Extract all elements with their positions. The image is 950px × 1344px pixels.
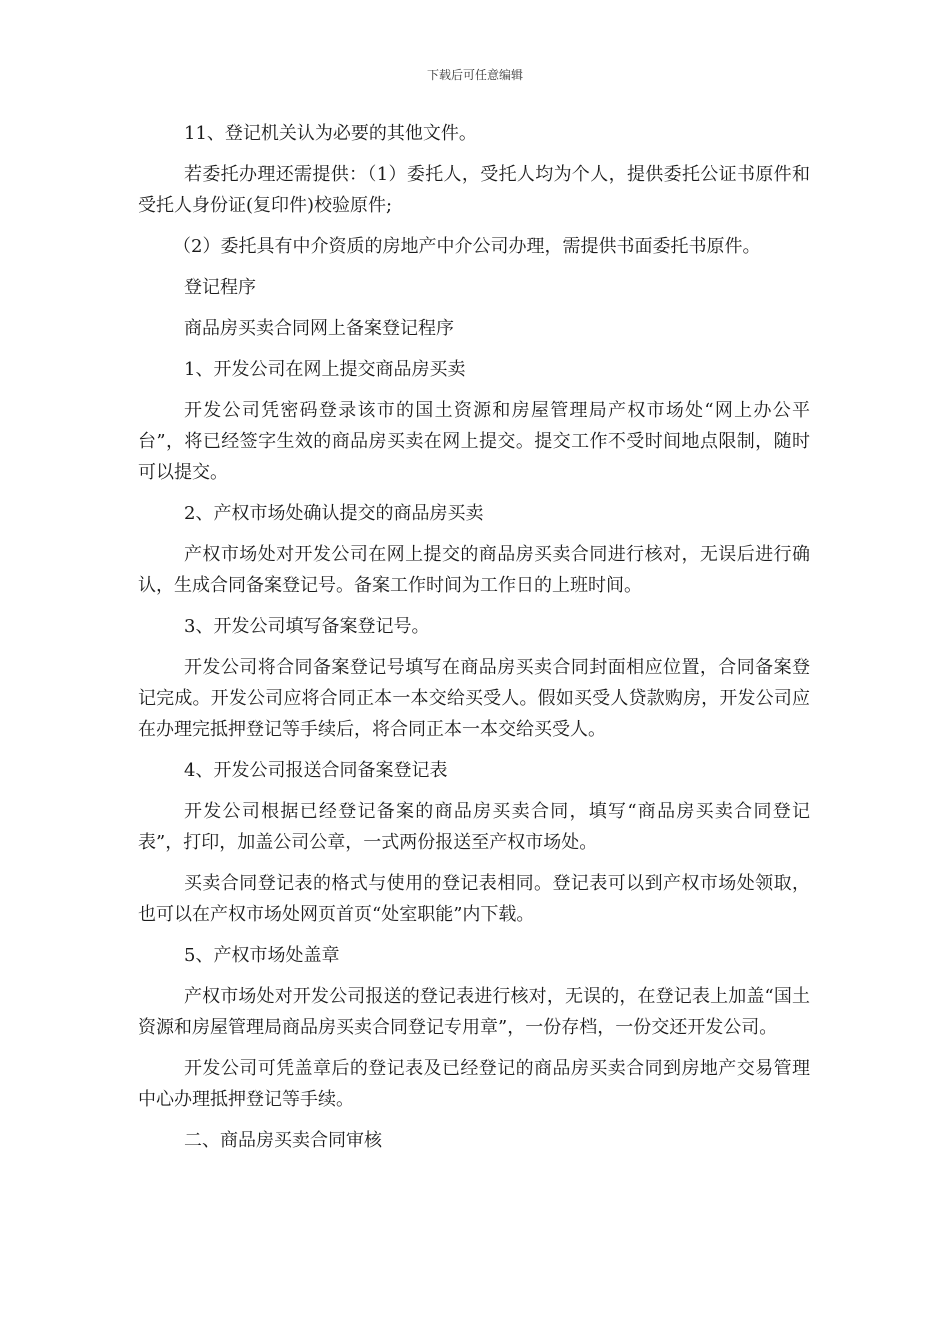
step-4-body: 开发公司根据已经登记备案的商品房买卖合同，填写“商品房买卖合同登记表”，打印，加盖公司公章，一式两份报送至产权市场处。 (138, 801, 810, 853)
document-body (138, 118, 810, 1166)
paragraph-entrust-agency: （2）委托具有中介资质的房地产中介公司办理，需提供书面委托书原件。 (173, 236, 761, 257)
paragraph-item-11: 11、登记机关认为必要的其他文件。 (184, 123, 477, 144)
step-5-followup: 开发公司可凭盖章后的登记表及已经登记的商品房买卖合同到房地产交易管理中心办理抵押登记等手续。 (138, 1058, 810, 1110)
step-4-form-note: 买卖合同登记表的格式与使用的登记表相同。登记表可以到产权市场处领取，也可以在产权市场处网页首页“处室职能”内下载。 (138, 873, 810, 925)
step-3-heading: 3、开发公司填写备案登记号。 (184, 616, 430, 637)
step-4-heading: 4、开发公司报送合同备案登记表 (184, 760, 448, 781)
paragraph-entrust-requirements: 若委托办理还需提供：（1）委托人，受托人均为个人，提供委托公证书原件和受托人身份证(复印件)校验原件; (138, 164, 810, 216)
step-1-body: 开发公司凭密码登录该市的国土资源和房屋管理局产权市场处“网上办公平台”，将已经签字生效的商品房买卖在网上提交。提交工作不受时间地点限制，随时可以提交。 (138, 400, 810, 483)
step-2-heading: 2、产权市场处确认提交的商品房买卖 (184, 503, 484, 524)
heading-registration-procedure: 登记程序 (184, 277, 256, 298)
step-2-body: 产权市场处对开发公司在网上提交的商品房买卖合同进行核对，无误后进行确认，生成合同备案登记号。备案工作时间为工作日的上班时间。 (138, 544, 810, 596)
section-2-heading: 二、商品房买卖合同审核 (184, 1130, 382, 1151)
step-3-body: 开发公司将合同备案登记号填写在商品房买卖合同封面相应位置，合同备案登记完成。开发公司应将合同正本一本交给买受人。假如买受人贷款购房，开发公司应在办理完抵押登记等手续后，将合同正本一本交给买受人。 (138, 657, 810, 740)
step-5-heading: 5、产权市场处盖章 (184, 945, 340, 966)
step-5-body: 产权市场处对开发公司报送的登记表进行核对，无误的，在登记表上加盖“国土资源和房屋管理局商品房买卖合同登记专用章”，一份存档，一份交还开发公司。 (138, 986, 810, 1038)
step-1-heading: 1、开发公司在网上提交商品房买卖 (184, 359, 466, 380)
page-header-note: 下载后可任意编辑 (426, 68, 523, 82)
heading-online-filing-procedure: 商品房买卖合同网上备案登记程序 (184, 318, 454, 339)
